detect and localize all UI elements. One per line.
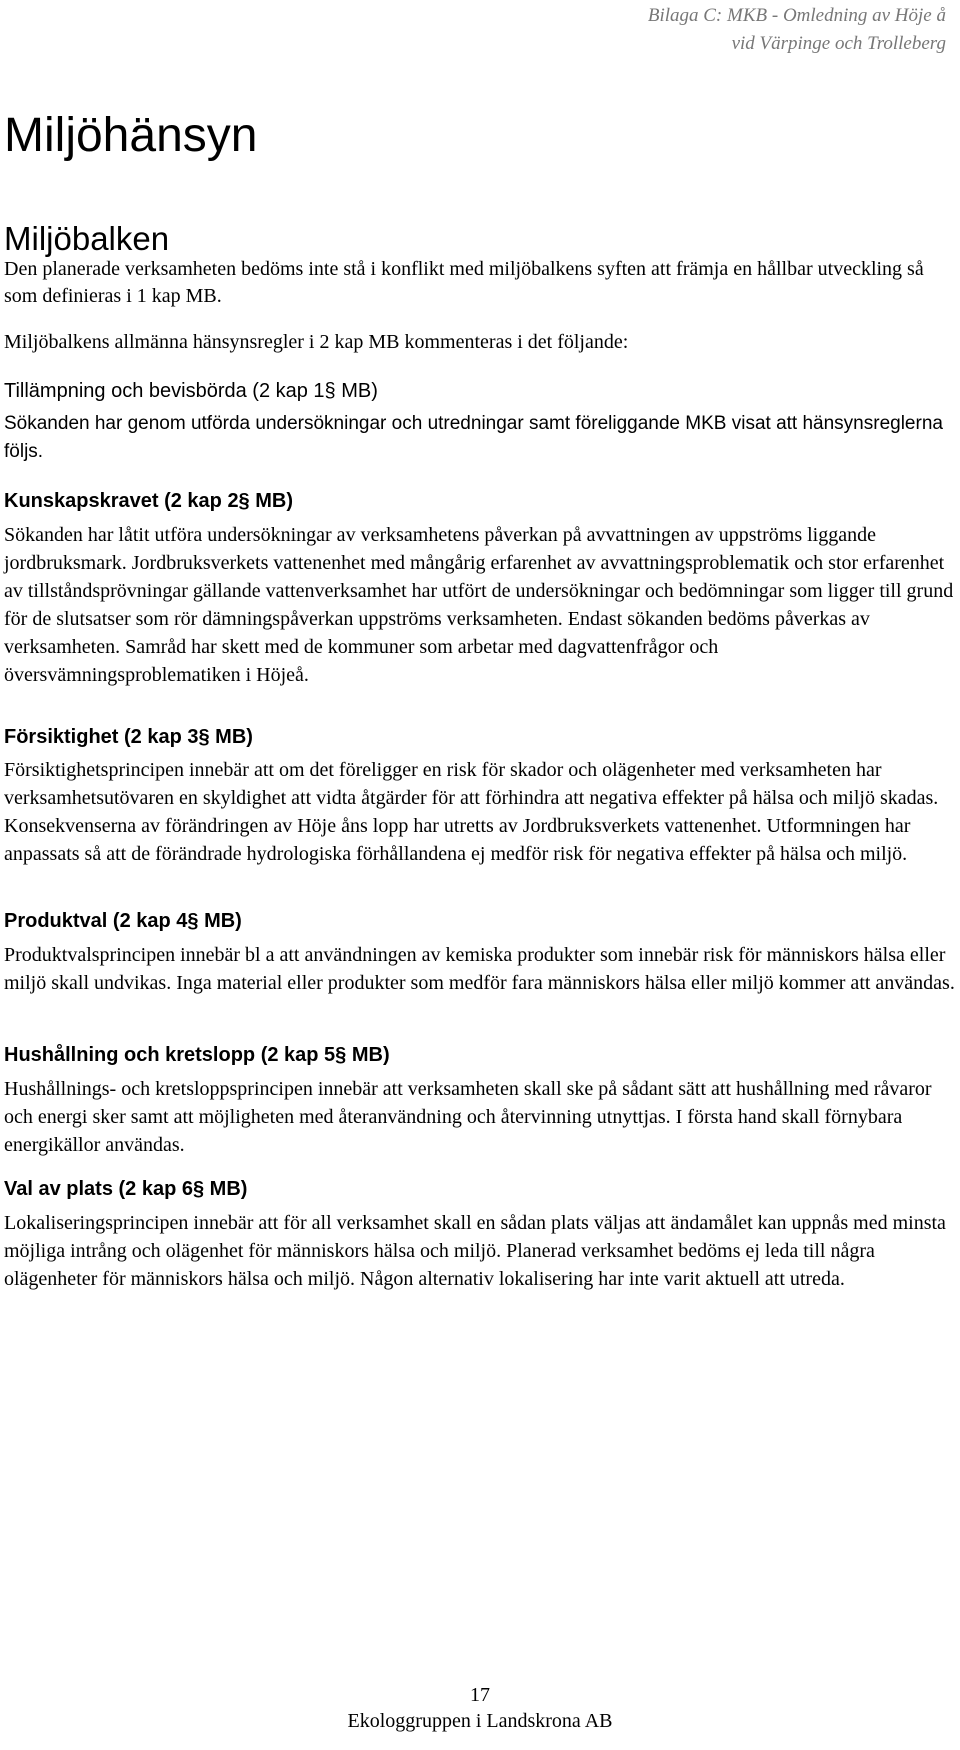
running-header xyxy=(526,2,946,58)
subsection-heading-tillampning: Tillämpning och bevisbörda (2 kap 1§ MB) xyxy=(4,380,378,402)
rules-intro-paragraph: Miljöbalkens allmänna hänsynsregler i 2 kap MB kommenteras i det följande: xyxy=(4,331,629,353)
subsection-heading-produktval: Produktval (2 kap 4§ MB) xyxy=(4,910,242,932)
subsection-heading-kunskapskravet: Kunskapskravet (2 kap 2§ MB) xyxy=(4,490,294,512)
intro-paragraph: Den planerade verksamheten bedöms inte stå i konflikt med miljöbalkens syften att främja en hållbar utveckling så som definieras i 1 kap MB. xyxy=(4,258,924,307)
subsection-body-hushallning: Hushållnings- och kretsloppsprincipen innebär att verksamheten skall ske på sådant sätt att hushållning med råvaror och energi sker samt att möjligheten med återanvändning och återvinning utnyttjas. I första hand skall förnybara energikällor användas. xyxy=(4,1078,932,1156)
subsection-heading-hushallning: Hushållning och kretslopp (2 kap 5§ MB) xyxy=(4,1044,390,1066)
subsection-body-forsiktighet: Försiktighetsprincipen innebär att om det föreligger en risk för skador och olägenheter med verksamheten har verksamhetsutövaren en skyldighet att vidta åtgärder för att förhindra att negativa effekter på hälsa och miljö skadas. Konsekvenserna av förändringen av Höje åns lopp har utretts av Jordbruksverkets vattenenhet. Utformningen har anpassats så att de förändrade hydrologiska förhållandena ej medför risk för negativa effekter på hälsa och miljö. xyxy=(4,759,939,865)
subsection-body-val-av-plats: Lokaliseringsprincipen innebär att för all verksamhet skall en sådan plats väljas att ändamålet kan uppnås med minsta möjliga intrång och olägenhet för människors hälsa och miljö. Planerad verksamhet bedöms ej leda till några olägenheter för människors hälsa och miljö. Någon alternativ lokalisering har inte varit aktuell att utreda. xyxy=(4,1212,946,1290)
footer-company: Ekologgruppen i Landskrona AB xyxy=(347,1710,613,1732)
page-title: Miljöhänsyn xyxy=(4,109,258,162)
section-title: Miljöbalken xyxy=(4,220,170,257)
subsection-body-tillampning: Sökanden har genom utförda undersökningar och utredningar samt föreliggande MKB visat att hänsynsreglerna följs. xyxy=(4,413,943,462)
running-header-line-2: vid Värpinge och Trolleberg xyxy=(731,33,946,54)
subsection-body-produktval: Produktvalsprincipen innebär bl a att användningen av kemiska produkter som innebär risk för människors hälsa eller miljö skall undvikas. Inga material eller produkter som medför fara människors hälsa eller miljö kommer att användas. xyxy=(4,944,955,994)
subsection-heading-val-av-plats: Val av plats (2 kap 6§ MB) xyxy=(4,1178,248,1200)
subsection-body-kunskapskravet: Sökanden har låtit utföra undersökningar av verksamhetens påverkan på avvattningen av uppströms liggande jordbruksmark. Jordbruksverkets vattenenhet med mångårig erfarenhet av avvattningsproblematik och stor erfarenhet av tillståndsprövningar gällande vattenverksamhet har utfört de undersökningar och bedömningar som ligger till grund för de slutsatser som rör dämningspåverkan uppströms verksamheten. Endast sökanden bedöms påverkas av verksamheten. Samråd har skett med de kommuner som arbetar med dagvattenfrågor och översvämningsproblematiken i Höjeå. xyxy=(4,524,954,686)
subsection-heading-forsiktighet: Försiktighet (2 kap 3§ MB) xyxy=(4,726,253,748)
running-header-line-1: Bilaga C: MKB - Omledning av Höje å xyxy=(647,5,946,26)
page-number: 17 xyxy=(470,1684,490,1706)
